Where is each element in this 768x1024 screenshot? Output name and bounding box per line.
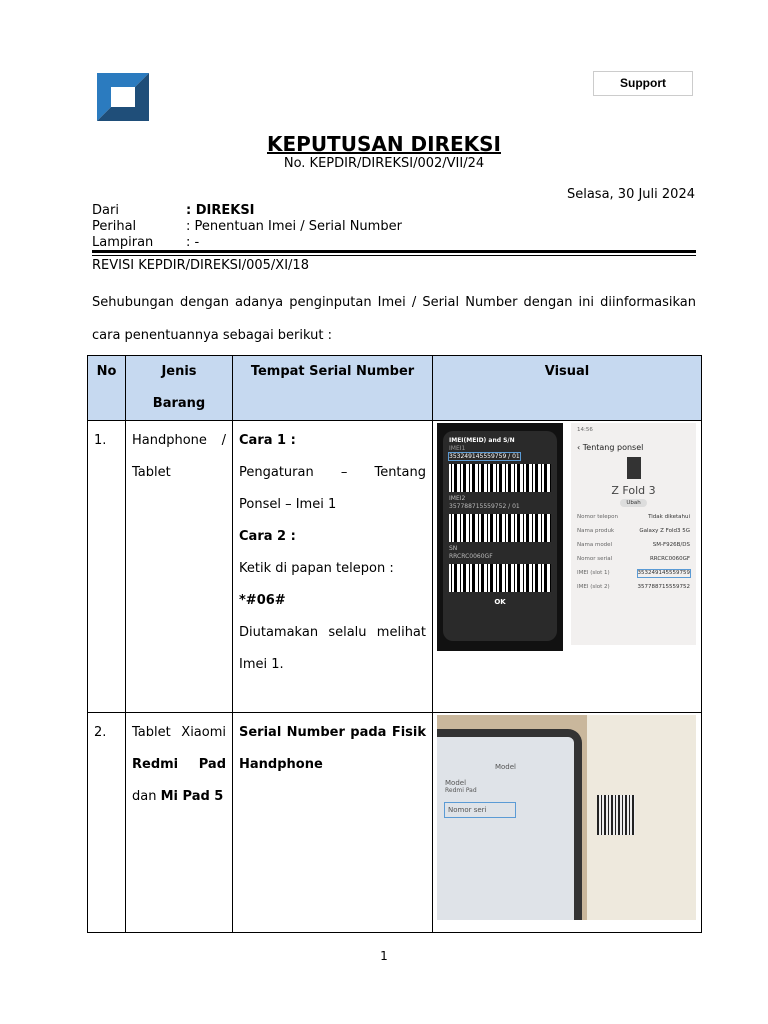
intro-paragraph: Sehubungan dengan adanya penginputan Imei / Serial Number dengan ini diinformasikan cara penentuannya sebagai berikut :	[92, 295, 696, 343]
company-logo	[97, 73, 149, 121]
cara1-label: Cara 1 :	[239, 433, 296, 448]
header-visual: Visual	[433, 356, 702, 421]
serial-number-table	[87, 355, 702, 933]
header-no: No	[88, 356, 126, 421]
table-row	[88, 713, 702, 933]
divider	[92, 250, 696, 253]
row-jenis: Handphone / Tablet	[126, 421, 233, 713]
divider	[92, 255, 696, 256]
row-jenis: Tablet Xiaomi Redmi Pad dan Mi Pad 5	[126, 713, 233, 933]
document-number: No. KEPDIR/DIREKSI/002/VII/24	[283, 156, 485, 171]
cara2-text: Ketik di papan telepon :	[239, 561, 394, 576]
visual-cell	[433, 713, 702, 933]
row-no: 2.	[88, 713, 126, 933]
support-button[interactable]: Support	[593, 71, 693, 96]
cara1-text: Pengaturan – Tentang Ponsel – Imei 1	[239, 465, 426, 512]
page-title: KEPUTUSAN DIREKSI	[267, 132, 501, 156]
document-date: Selasa, 30 Juli 2024	[566, 187, 695, 202]
cara2-label: Cara 2 :	[239, 529, 296, 544]
meta-subject: Perihal : Penentuan Imei / Serial Number	[92, 219, 402, 234]
xiaomi-photo: Model Model Redmi Pad Nomor seri	[437, 715, 696, 920]
page-number: 1	[380, 949, 388, 963]
note-text: Diutamakan selalu melihat Imei 1.	[239, 625, 426, 672]
table-row	[88, 421, 702, 713]
row-no: 1.	[88, 421, 126, 713]
table-header-row	[88, 356, 702, 421]
meta-attachment: Lampiran : -	[92, 235, 200, 250]
revision-note: REVISI KEPDIR/DIREKSI/005/XI/18	[92, 258, 309, 273]
dial-code: *#06#	[239, 593, 286, 608]
header-jenis: Jenis Barang	[126, 356, 233, 421]
imei-dialog-image: IMEI(MEID) and S/N IMEI1 353249145559759 / 01 IMEI2 357788715559752 / 01 SN RRCRC0060GF OK	[437, 423, 563, 651]
meta-from: Dari : DIREKSI	[92, 203, 255, 218]
imei-screenshot	[437, 423, 696, 651]
row-tempat	[233, 421, 433, 713]
row-tempat: Serial Number pada Fisik Handphone	[233, 713, 433, 933]
visual-cell	[433, 421, 702, 713]
header-tempat: Tempat Serial Number	[233, 356, 433, 421]
about-phone-image: 14:56 ‹ Tentang ponsel Z Fold 3 Ubah Nomor telepon Tidak diketahui Nama produk Galaxy Z Fold3 5G Nama model SM-F926B/DS Nomor serial RRCRC0060GF IMEI (slot 1) 353249145559759 IMEI (slot 2) 357788715559752	[571, 423, 696, 645]
